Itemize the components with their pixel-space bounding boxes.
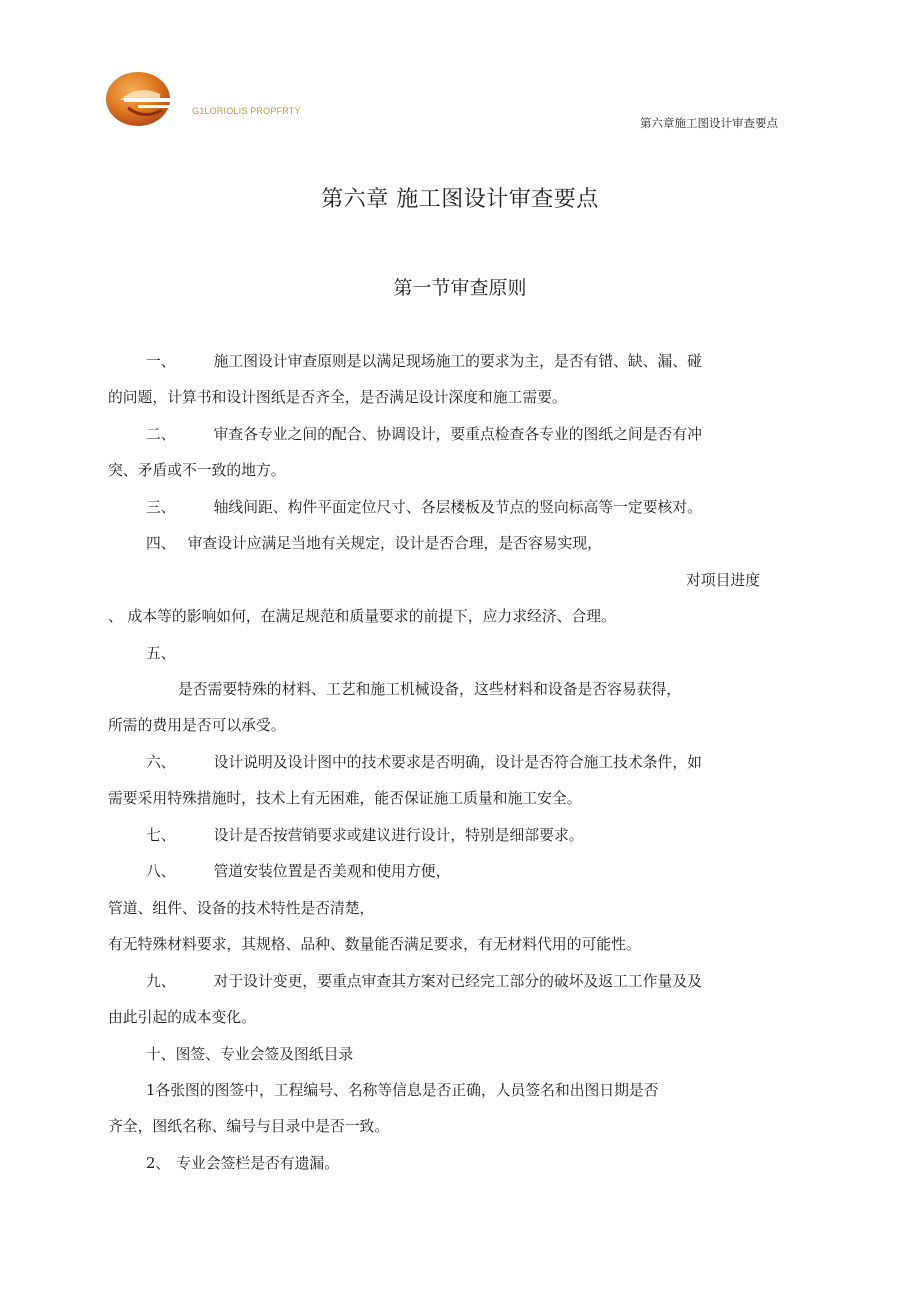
item-number: 四、 [146, 535, 176, 552]
item-number: 二、 [146, 426, 176, 443]
company-logo [104, 70, 184, 128]
item-text: 设计说明及设计图中的技术要求是否明确，设计是否符合施工技术条件，如 [213, 754, 702, 771]
item-5-number: 五、 [146, 645, 176, 662]
item-9-cont: 由此引起的成本变化。 [108, 1009, 256, 1026]
item-number: 八、 [146, 863, 176, 880]
item-text: 图签、专业会签及图纸目录 [175, 1046, 354, 1063]
item-5-cont: 所需的费用是否可以承受。 [108, 717, 286, 734]
item-number: 七、 [146, 827, 176, 844]
item-text: 轴线间距、构件平面定位尺寸、各层楼板及节点的竖向标高等一定要核对。 [213, 499, 702, 516]
item-3-line [146, 497, 702, 519]
item-8-cont2: 有无特殊材料要求，其规格、品种、数量能否满足要求，有无材料代用的可能性。 [108, 936, 641, 953]
sub-item-number: 1 [146, 1082, 156, 1099]
section-title: 第一节审查原则 [393, 277, 527, 299]
chapter-title: 第六章 施工图设计审查要点 [321, 187, 599, 212]
item-1-cont: 的问题，计算书和设计图纸是否齐全，是否满足设计深度和施工需要。 [108, 389, 567, 406]
item-number: 三、 [146, 499, 176, 516]
item-2-cont: 突、矛盾或不一致的地方。 [108, 462, 286, 479]
item-number: 十、 [146, 1046, 176, 1063]
item-text: 设计是否按营销要求或建议进行设计，特别是细部要求。 [213, 827, 584, 844]
item-1-line [146, 351, 702, 373]
item-number: 一、 [146, 353, 176, 370]
sub-item-1-line [146, 1080, 659, 1102]
logo-text: G1LORIOLIS PROPFRTY [192, 106, 301, 116]
sub-item-text: 专业会签栏是否有遗漏。 [176, 1155, 339, 1172]
sub-item-number: 2、 [146, 1155, 171, 1172]
item-9-line [146, 971, 702, 993]
item-6-cont: 需要采用特殊措施时，技术上有无困难，能否保证施工质量和施工安全。 [108, 790, 582, 807]
item-number: 六、 [146, 754, 176, 771]
item-8-line [146, 861, 450, 883]
item-text: 审查各专业之间的配合、协调设计，要重点检查各专业的图纸之间是否有冲 [213, 426, 702, 443]
item-5-text: 是否需要特殊的材料、工艺和施工机械设备，这些材料和设备是否容易获得， [178, 681, 682, 698]
item-text: 对于设计变更，要重点审查其方案对已经完工部分的破坏及返工工作量及及 [213, 973, 702, 990]
sub-item-1-cont: 齐全，图纸名称、编号与目录中是否一致。 [108, 1118, 390, 1135]
item-4-cont: 、 成本等的影响如何，在满足规范和质量要求的前提下，应力求经济、合理。 [108, 608, 616, 625]
item-10-line [146, 1044, 353, 1066]
item-7-line [146, 825, 584, 847]
sub-item-2-line [146, 1153, 339, 1175]
item-4-line [146, 533, 602, 555]
item-6-line [146, 752, 702, 774]
item-number: 九、 [146, 973, 176, 990]
item-2-line [146, 424, 702, 446]
sub-item-text: 各张图的图签中，工程编号、名称等信息是否正确，人员签名和出图日期是否 [155, 1082, 659, 1099]
running-head: 第六章施工图设计审查要点 [640, 116, 778, 130]
item-4-right: 对项目进度 [686, 572, 760, 589]
item-text: 管道安装位置是否美观和使用方便， [213, 863, 451, 880]
item-8-cont: 管道、组件、设备的技术特性是否清楚， [108, 900, 375, 917]
item-text: 施工图设计审查原则是以满足现场施工的要求为主，是否有错、缺、漏、碰 [213, 353, 702, 370]
item-text: 审查设计应满足当地有关规定，设计是否合理，是否容易实现， [187, 535, 602, 552]
